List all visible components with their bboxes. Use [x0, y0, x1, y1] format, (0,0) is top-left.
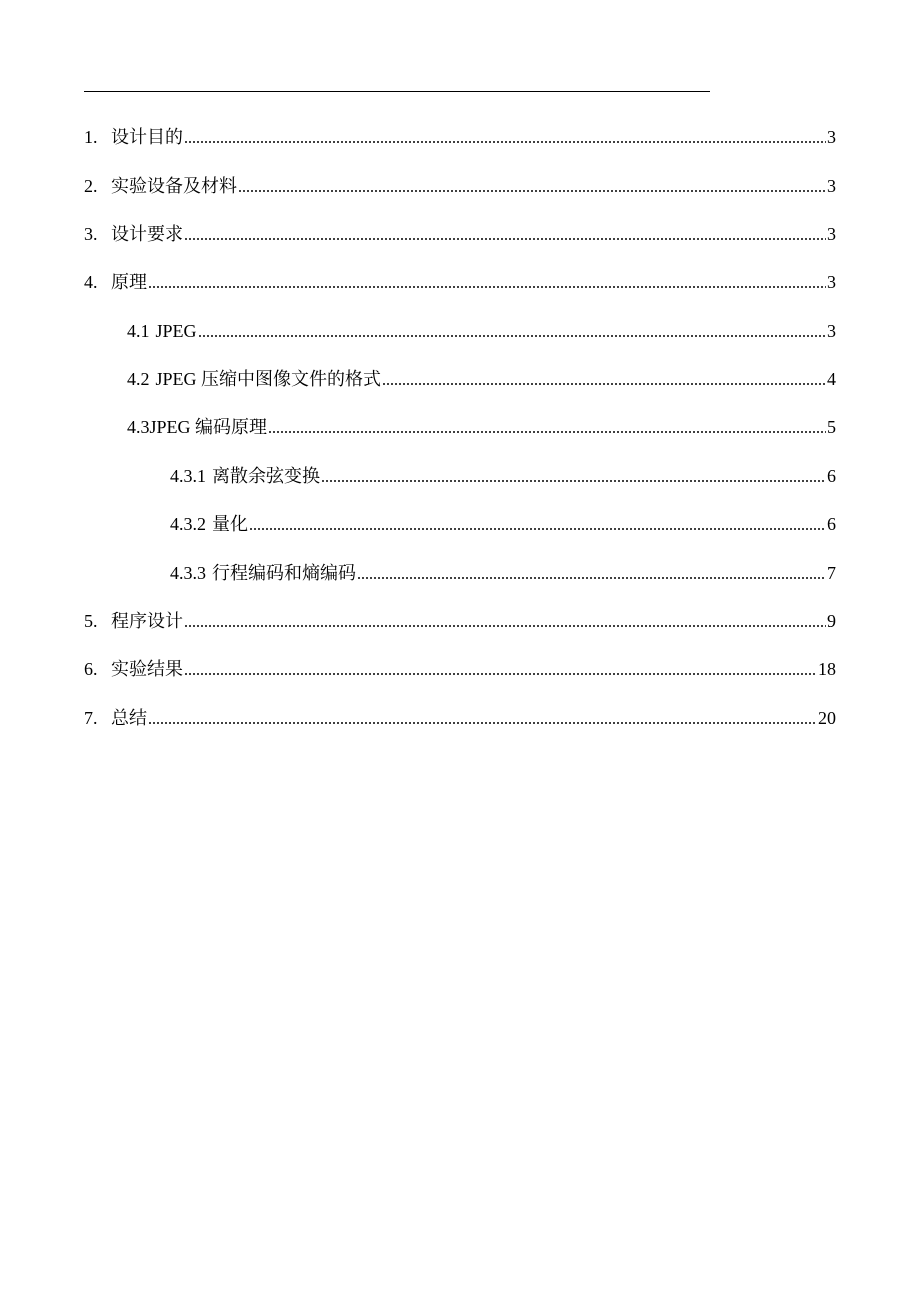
toc-entry[interactable] [84, 217, 836, 245]
toc-entry-number: 4.3 [127, 417, 150, 437]
toc-entry-number: 3. [84, 224, 98, 244]
toc-entry-page: 5 [827, 417, 836, 437]
toc-dot-leader [184, 673, 817, 675]
toc-entry-page: 9 [827, 611, 836, 631]
toc-entry[interactable] [84, 652, 836, 680]
toc-entry-number: 2. [84, 176, 98, 196]
toc-dot-leader [184, 625, 826, 627]
toc-entry-page: 7 [827, 563, 836, 583]
toc-entry-number: 4.2 [127, 369, 150, 389]
toc-entry-number: 4.1 [127, 321, 150, 341]
toc-entry-number: 4.3.3 [170, 563, 206, 583]
toc-entry[interactable] [170, 507, 836, 535]
toc-entry-title: JPEG 编码原理 [149, 417, 268, 437]
toc-dot-leader [148, 286, 826, 288]
toc-entry-page: 3 [827, 272, 836, 292]
toc-dot-leader [238, 190, 826, 192]
toc-entry-page: 3 [827, 224, 836, 244]
toc-entry-number: 6. [84, 659, 98, 679]
toc-entry-title: 实验结果 [111, 659, 183, 679]
toc-entry[interactable] [127, 362, 836, 390]
toc-entry[interactable] [127, 410, 836, 438]
toc-entry-page: 3 [827, 127, 836, 147]
toc-dot-leader [357, 577, 826, 579]
toc-entry-title: 程序设计 [111, 611, 183, 631]
toc-entry-page: 3 [827, 321, 836, 341]
toc-entry-page: 6 [827, 466, 836, 486]
toc-entry-number: 1. [84, 127, 98, 147]
toc-entry-title: 设计目的 [111, 127, 183, 147]
header-rule [84, 91, 710, 92]
toc-entry[interactable] [84, 169, 836, 197]
toc-entry-title: 设计要求 [111, 224, 183, 244]
toc-entry-page: 20 [818, 708, 836, 728]
toc-entry-page: 3 [827, 176, 836, 196]
toc-entry-number: 4.3.1 [170, 466, 206, 486]
toc-dot-leader [148, 722, 817, 724]
toc-entry-title: JPEG 压缩中图像文件的格式 [155, 369, 382, 389]
toc-dot-leader [249, 528, 826, 530]
toc-entry-number: 7. [84, 708, 98, 728]
toc-dot-leader [268, 431, 826, 433]
toc-entry-number: 4.3.2 [170, 514, 206, 534]
toc-entry[interactable] [127, 314, 836, 342]
toc-entry-title: 原理 [111, 272, 147, 292]
toc-dot-leader [382, 383, 826, 385]
toc-entry-page: 4 [827, 369, 836, 389]
toc-dot-leader [321, 480, 826, 482]
toc-entry[interactable] [170, 556, 836, 584]
toc-entry-page: 6 [827, 514, 836, 534]
toc-entry-number: 4. [84, 272, 98, 292]
toc-entry[interactable] [84, 701, 836, 729]
toc-entry-title: 总结 [111, 708, 147, 728]
toc-dot-leader [184, 238, 826, 240]
toc-dot-leader [184, 141, 826, 143]
toc-entry-title: 量化 [212, 514, 248, 534]
toc-entry[interactable] [170, 459, 836, 487]
toc-entry[interactable] [84, 265, 836, 293]
toc-entry[interactable] [84, 120, 836, 148]
toc-entry-number: 5. [84, 611, 98, 631]
toc-entry-title: JPEG [155, 321, 197, 341]
toc-entry-title: 行程编码和熵编码 [212, 563, 356, 583]
toc-entry-page: 18 [818, 659, 836, 679]
toc-entry[interactable] [84, 604, 836, 632]
toc-dot-leader [198, 335, 826, 337]
toc-entry-title: 实验设备及材料 [111, 176, 237, 196]
toc-entry-title: 离散余弦变换 [212, 466, 320, 486]
